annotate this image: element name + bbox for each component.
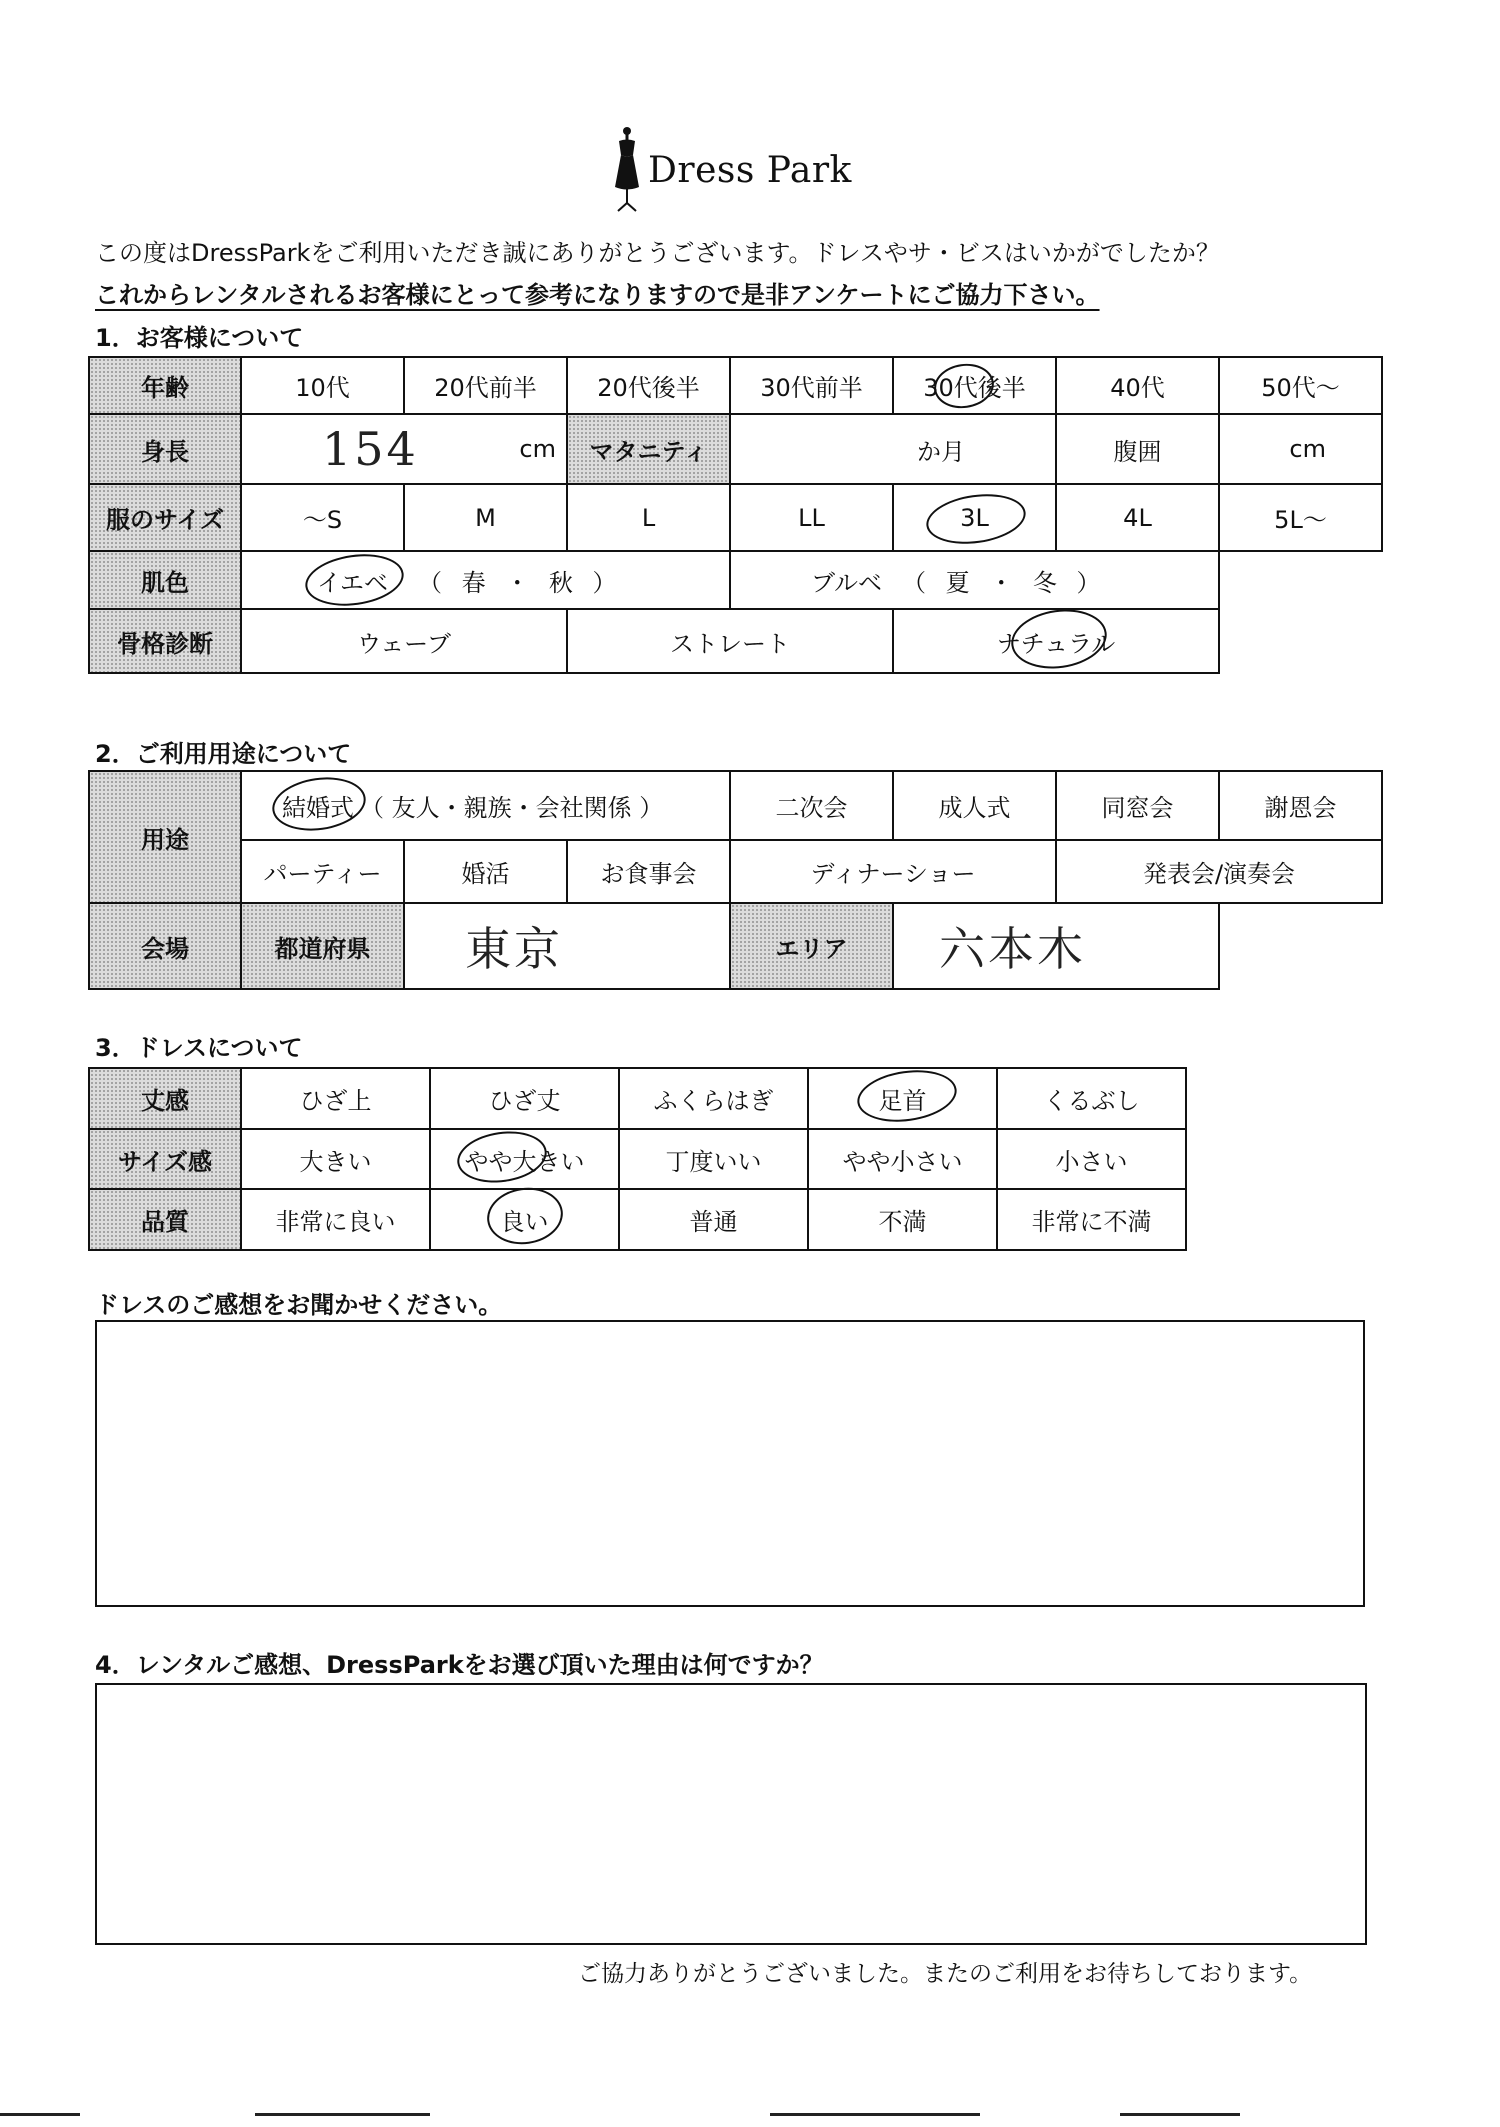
wedding-label: 結婚式 xyxy=(282,794,354,822)
venue-label: 会場 xyxy=(88,902,242,990)
quality-label: 品質 xyxy=(88,1188,242,1251)
fit-option[interactable]: やや小さい xyxy=(807,1128,998,1190)
size-option[interactable]: 5L～ xyxy=(1218,483,1383,552)
length-option[interactable]: くるぶし xyxy=(996,1067,1187,1130)
quality-option[interactable]: 不満 xyxy=(807,1188,998,1251)
height-field[interactable] xyxy=(240,413,568,485)
scan-edge-mark xyxy=(770,2113,980,2116)
dress-table xyxy=(88,1067,1185,1249)
fit-option[interactable]: 大きい xyxy=(240,1128,431,1190)
quality-option[interactable]: 非常に不満 xyxy=(996,1188,1187,1251)
section3-title: 3．ドレスについて xyxy=(95,1034,303,1062)
fit-option-wrap xyxy=(465,1142,585,1177)
height-label: 身長 xyxy=(88,413,242,485)
section1-title: 1．お客様について xyxy=(95,324,304,352)
size-option[interactable]: L xyxy=(566,483,731,552)
age-option[interactable]: 20代前半 xyxy=(403,356,568,415)
purpose-option[interactable]: 発表会/演奏会 xyxy=(1055,839,1383,904)
prefecture-label: 都道府県 xyxy=(240,902,405,990)
quality-option-label: 良い xyxy=(500,1208,549,1236)
wedding-detail: （ 友人・親族・会社関係 ） xyxy=(360,794,664,822)
height-unit: cm xyxy=(519,435,556,463)
maternity-label: マタニティ xyxy=(566,413,731,485)
purpose-option[interactable]: 婚活 xyxy=(403,839,568,904)
age-option-selected[interactable] xyxy=(892,356,1057,415)
frame-option[interactable]: ウェーブ xyxy=(240,608,568,674)
frame-option[interactable]: ストレート xyxy=(566,608,894,674)
age-option[interactable]: 50代～ xyxy=(1218,356,1383,415)
logo-text: Dress Park xyxy=(648,149,852,191)
area-field[interactable] xyxy=(892,902,1220,990)
skin-yellow-option[interactable] xyxy=(240,550,731,610)
dress-form-icon xyxy=(610,125,644,215)
purpose-option[interactable]: ディナーショー xyxy=(729,839,1057,904)
length-option[interactable]: ひざ丈 xyxy=(429,1067,620,1130)
length-option[interactable]: ふくらはぎ xyxy=(618,1067,809,1130)
impression-prompt: ドレスのご感想をお聞かせください。 xyxy=(95,1291,503,1319)
size-option-selected[interactable] xyxy=(892,483,1057,552)
month-unit: か月 xyxy=(917,437,965,466)
area-label: エリア xyxy=(729,902,894,990)
age-option[interactable]: 30代前半 xyxy=(729,356,894,415)
purpose-label: 用途 xyxy=(88,770,242,904)
fit-option-selected[interactable] xyxy=(429,1128,620,1190)
size-option[interactable]: ～S xyxy=(240,483,405,552)
dress-impression-textarea[interactable] xyxy=(95,1320,1365,1607)
scan-edge-mark xyxy=(1120,2113,1240,2116)
skin-blue-option[interactable] xyxy=(729,550,1220,610)
purpose-table xyxy=(88,770,1381,988)
age-option[interactable]: 20代後半 xyxy=(566,356,731,415)
fit-option-label: やや大きい xyxy=(464,1147,585,1176)
scan-edge-mark xyxy=(255,2113,430,2116)
request-text: これからレンタルされるお客様にとって参考になりますので是非アンケートにご協力下さい。 xyxy=(95,281,1100,309)
skin-blue-detail: （ 夏 ・ 冬 ） xyxy=(902,568,1107,597)
quality-option[interactable]: 非常に良い xyxy=(240,1188,431,1251)
customer-table xyxy=(88,356,1381,672)
purpose-option[interactable]: パーティー xyxy=(240,839,405,904)
age-label: 年齢 xyxy=(88,356,242,415)
fit-option[interactable]: 小さい xyxy=(996,1128,1187,1190)
waist-unit: cm xyxy=(1289,435,1326,463)
age-option-label: 30代後半 xyxy=(923,374,1026,402)
quality-option-selected[interactable] xyxy=(429,1188,620,1251)
section2-title: 2．ご利用用途について xyxy=(95,740,352,768)
dresspark-logo xyxy=(610,125,852,215)
length-option[interactable]: ひざ上 xyxy=(240,1067,431,1130)
purpose-option[interactable]: 成人式 xyxy=(892,770,1057,841)
size-option[interactable]: 4L xyxy=(1055,483,1220,552)
length-option-wrap xyxy=(879,1081,927,1116)
size-option[interactable]: M xyxy=(403,483,568,552)
rental-reason-textarea[interactable] xyxy=(95,1683,1367,1945)
quality-option[interactable]: 普通 xyxy=(618,1188,809,1251)
waist-field[interactable] xyxy=(1218,413,1383,485)
skin-yellow-wrap xyxy=(317,563,388,598)
height-value: 154 xyxy=(322,422,419,476)
length-option-selected[interactable] xyxy=(807,1067,998,1130)
fit-label: サイズ感 xyxy=(88,1128,242,1190)
prefecture-value: 東京 xyxy=(465,922,563,976)
maternity-month-field[interactable] xyxy=(729,413,1057,485)
size-option[interactable]: LL xyxy=(729,483,894,552)
intro-text: この度はDressParkをご利用いただき誠にありがとうございます。ドレスやサ・ビスはいかがでしたか？ xyxy=(95,239,1220,267)
age-option[interactable]: 40代 xyxy=(1055,356,1220,415)
skin-yellow-label: イエベ xyxy=(317,568,389,597)
size-label: 服のサイズ xyxy=(88,483,242,552)
length-option-label: 足首 xyxy=(878,1087,927,1115)
fit-option[interactable]: 丁度いい xyxy=(618,1128,809,1190)
wedding-option[interactable] xyxy=(240,770,731,841)
quality-option-wrap xyxy=(501,1202,549,1237)
purpose-option[interactable]: 謝恩会 xyxy=(1218,770,1383,841)
skin-yellow-detail: （ 春 ・ 秋 ） xyxy=(418,568,623,597)
area-value: 六本木 xyxy=(939,922,1086,976)
frame-option-selected[interactable] xyxy=(892,608,1220,674)
frame-option-wrap xyxy=(997,624,1116,659)
purpose-option[interactable]: お食事会 xyxy=(566,839,731,904)
prefecture-field[interactable] xyxy=(403,902,731,990)
scan-edge-mark xyxy=(0,2113,80,2116)
age-option[interactable]: 10代 xyxy=(240,356,405,415)
waist-label: 腹囲 xyxy=(1055,413,1220,485)
frame-option-label: ナチュラル xyxy=(996,629,1116,658)
footer-thanks: ご協力ありがとうございました。またのご利用をお待ちしております。 xyxy=(578,1961,1313,1987)
purpose-option[interactable]: 二次会 xyxy=(729,770,894,841)
skin-blue-label: ブルベ xyxy=(811,568,883,597)
length-label: 丈感 xyxy=(88,1067,242,1130)
wedding-wrap xyxy=(282,788,354,823)
skin-label: 肌色 xyxy=(88,550,242,610)
purpose-option[interactable]: 同窓会 xyxy=(1055,770,1220,841)
frame-label: 骨格診断 xyxy=(88,608,242,674)
section4-title: 4．レンタルご感想、DressParkをお選び頂いた理由は何ですか？ xyxy=(95,1651,824,1679)
size-option-label: 3L xyxy=(960,503,989,532)
